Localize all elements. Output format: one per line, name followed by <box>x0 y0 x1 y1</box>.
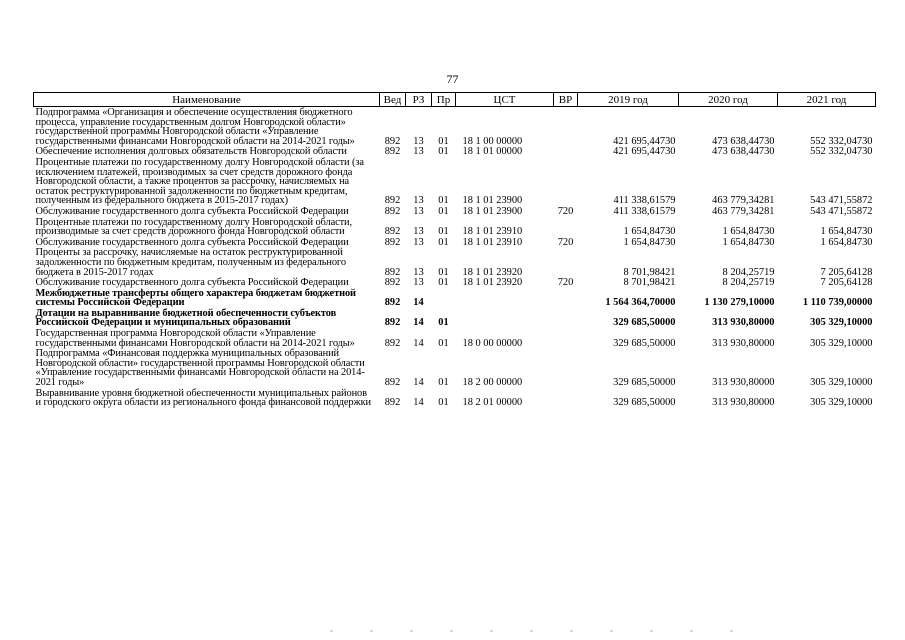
cell-y2019: 329 685,50000 <box>613 397 676 409</box>
cell-y2020: 313 930,80000 <box>712 337 775 349</box>
table-row <box>34 247 876 277</box>
table-row <box>34 206 876 217</box>
cell-ved: 892 <box>384 377 401 389</box>
cell-ved: 892 <box>384 317 401 329</box>
cell-y2019: 329 685,50000 <box>613 337 676 349</box>
cell-y2021: 305 329,10000 <box>810 337 873 349</box>
table-body <box>34 107 876 408</box>
cell-y2021: 305 329,10000 <box>810 377 873 389</box>
cell-rz: 13 <box>413 205 424 217</box>
cell-ved: 892 <box>384 266 401 278</box>
cell-name: Обслуживание государственного долга субъекта Российской Федерации <box>35 277 349 289</box>
cell-vr <box>554 308 578 328</box>
cell-y2019: 1 654,84730 <box>623 236 676 248</box>
table-row <box>34 237 876 248</box>
cell-name: Межбюджетные трансферты общего характера бюджетам бюджетной системы Российской Федерации <box>35 287 356 309</box>
cell-rz: 13 <box>413 226 424 238</box>
cell-name: Обеспечение исполнения долговых обязательств Новгородской области <box>35 146 347 158</box>
cell-rz: 13 <box>413 266 424 278</box>
cell-vr <box>554 388 578 408</box>
cell-rz: 14 <box>413 397 424 409</box>
cell-y2019: 329 685,50000 <box>613 377 676 389</box>
cell-pr: 01 <box>438 205 449 217</box>
cell-ved: 892 <box>384 146 401 158</box>
cell-cst: 18 1 01 23910 <box>462 236 523 248</box>
cell-vr <box>554 247 578 277</box>
cell-vr <box>554 288 578 308</box>
cell-vr <box>554 107 578 147</box>
cell-pr: 01 <box>438 195 449 207</box>
cell-name: Обслуживание государственного долга субъекта Российской Федерации <box>35 205 349 217</box>
cell-cst <box>456 288 554 308</box>
cell-rz: 14 <box>413 337 424 349</box>
header-2019: 2019 год <box>578 93 679 107</box>
cell-vr <box>554 348 578 387</box>
cell-ved: 892 <box>384 397 401 409</box>
header-rz: РЗ <box>406 93 432 107</box>
cell-rz: 13 <box>413 195 424 207</box>
cell-y2019: 411 338,61579 <box>613 195 676 207</box>
cell-ved: 892 <box>384 297 401 309</box>
header-2021: 2021 год <box>778 93 876 107</box>
page-number: 77 <box>446 72 459 86</box>
cell-cst <box>456 308 554 328</box>
cell-y2020: 1 654,84730 <box>722 236 775 248</box>
cell-y2019: 8 701,98421 <box>623 266 676 278</box>
table-row <box>34 288 876 308</box>
cell-y2021: 7 205,64128 <box>820 277 873 289</box>
cell-vr <box>554 328 578 348</box>
cell-pr: 01 <box>438 236 449 248</box>
cell-pr: 01 <box>438 146 449 158</box>
cell-name: Выравнивание уровня бюджетной обеспеченности муниципальных районов и городского округа области из регионального фонда финансовой поддержки <box>35 387 372 409</box>
cell-y2021: 1 110 739,00000 <box>802 297 873 309</box>
cell-y2021: 552 332,04730 <box>810 135 873 147</box>
cell-cst: 18 1 01 23900 <box>462 195 523 207</box>
cell-pr: 01 <box>438 135 449 147</box>
cell-y2020: 313 930,80000 <box>712 397 775 409</box>
cell-y2020: 463 779,34281 <box>712 195 775 207</box>
table-row <box>34 308 876 328</box>
cell-ved: 892 <box>384 236 401 248</box>
cell-name: Обслуживание государственного долга субъекта Российской Федерации <box>35 236 349 248</box>
header-vr: ВР <box>554 93 578 107</box>
cell-y2019: 329 685,50000 <box>613 317 676 329</box>
cell-name: Подпрограмма «Финансовая поддержка муниципальных образований Новгородской области» государственной программы Новгородской области «Управление государственными финансами Новгородской области на 2014-2021 годы» <box>35 348 365 389</box>
cell-ved: 892 <box>384 205 401 217</box>
cell-y2021: 543 471,55872 <box>810 195 873 207</box>
cell-rz: 13 <box>413 135 424 147</box>
cell-pr: 01 <box>438 226 449 238</box>
cell-cst: 18 1 01 23910 <box>462 226 523 238</box>
cell-ved: 892 <box>384 337 401 349</box>
cell-vr: 720 <box>557 277 574 289</box>
cell-rz: 14 <box>413 297 424 309</box>
cell-cst: 18 1 01 23920 <box>462 277 523 289</box>
cell-ved: 892 <box>384 135 401 147</box>
cell-y2020: 313 930,80000 <box>712 377 775 389</box>
cell-name: Подпрограмма «Организация и обеспечение осуществления бюджетного процесса, управление государственным долгом Новгородской области» государственной программы Новгородской области «Управление государственными финансами Новгородской области на 2014-2021 годы» <box>35 107 355 147</box>
cell-cst: 18 0 00 00000 <box>462 337 523 349</box>
table-row <box>34 217 876 237</box>
cell-y2021: 305 329,10000 <box>810 397 873 409</box>
cell-y2020: 313 930,80000 <box>712 317 775 329</box>
header-2020: 2020 год <box>679 93 778 107</box>
table-row <box>34 277 876 288</box>
table-row <box>34 107 876 147</box>
cell-cst: 18 1 01 00000 <box>462 146 523 158</box>
table-row <box>34 146 876 157</box>
cell-cst: 18 1 00 00000 <box>462 135 523 147</box>
cell-rz: 14 <box>413 377 424 389</box>
cell-pr: 01 <box>438 266 449 278</box>
header-name: Наименование <box>34 93 380 107</box>
scan-artifact <box>330 630 750 632</box>
cell-y2021: 1 654,84730 <box>820 236 873 248</box>
cell-cst: 18 1 01 23900 <box>462 205 523 217</box>
cell-y2021: 552 332,04730 <box>810 146 873 158</box>
budget-table <box>33 92 876 408</box>
cell-y2019: 421 695,44730 <box>613 135 676 147</box>
table-row <box>34 388 876 408</box>
header-pr: Пр <box>432 93 456 107</box>
cell-y2020: 463 779,34281 <box>712 205 775 217</box>
cell-vr: 720 <box>557 205 574 217</box>
table-row <box>34 348 876 387</box>
cell-ved: 892 <box>384 226 401 238</box>
table-header-row <box>34 93 876 107</box>
cell-rz: 13 <box>413 146 424 158</box>
cell-pr: 01 <box>438 337 449 349</box>
cell-pr: 01 <box>438 397 449 409</box>
cell-ved: 892 <box>384 195 401 207</box>
cell-y2019: 1 654,84730 <box>623 226 676 238</box>
cell-y2020: 473 638,44730 <box>712 146 775 158</box>
cell-vr <box>554 157 578 206</box>
cell-pr: 01 <box>438 277 449 289</box>
cell-y2021: 543 471,55872 <box>810 205 873 217</box>
cell-name: Проценты за рассрочку, начисляемые на остаток реструктурированной задолженности по бюджетным кредитам, полученным из федерального бюджета в 2015-2017 годах <box>35 247 346 278</box>
cell-vr: 720 <box>557 236 574 248</box>
cell-pr: 01 <box>438 317 449 329</box>
cell-y2020: 1 654,84730 <box>722 226 775 238</box>
cell-y2020: 8 204,25719 <box>722 266 775 278</box>
cell-vr <box>554 217 578 237</box>
cell-y2019: 411 338,61579 <box>613 205 676 217</box>
header-ved: Вед <box>380 93 406 107</box>
cell-y2021: 305 329,10000 <box>810 317 873 329</box>
cell-y2021: 7 205,64128 <box>820 266 873 278</box>
cell-vr <box>554 146 578 157</box>
cell-y2020: 1 130 279,10000 <box>704 297 775 309</box>
cell-rz: 14 <box>413 317 424 329</box>
cell-cst: 18 2 00 00000 <box>462 377 523 389</box>
cell-y2020: 8 204,25719 <box>722 277 775 289</box>
cell-cst: 18 2 01 00000 <box>462 397 523 409</box>
cell-name: Процентные платежи по государственному долгу Новгородской области (за исключением платежей, производимых за счет средств дорожного фонда Новгородской области, а также процентов за рассрочку, начисляемых на остаток реструктурированной задолженности по бюджетным кредитам, полученным из федерального бюджета в 2015-2017 годах) <box>35 156 364 207</box>
cell-y2020: 473 638,44730 <box>712 135 775 147</box>
cell-pr: 01 <box>438 377 449 389</box>
cell-y2021: 1 654,84730 <box>820 226 873 238</box>
cell-ved: 892 <box>384 277 401 289</box>
cell-rz: 13 <box>413 236 424 248</box>
cell-name: Государственная программа Новгородской области «Управление государственными финансами Новгородской области на 2014-2021 годы» <box>35 328 355 349</box>
cell-name: Процентные платежи по государственному долгу Новгородской области, производимые за счет средств дорожного фонда Новгородской области <box>35 216 352 238</box>
header-cst: ЦСТ <box>456 93 554 107</box>
table-row <box>34 157 876 206</box>
cell-cst: 18 1 01 23920 <box>462 266 523 278</box>
cell-name: Дотации на выравнивание бюджетной обеспеченности субъектов Российской Федерации и муниципальных образований <box>35 307 337 329</box>
cell-y2019: 8 701,98421 <box>623 277 676 289</box>
cell-y2019: 421 695,44730 <box>613 146 676 158</box>
table-row <box>34 328 876 348</box>
cell-y2019: 1 564 364,70000 <box>605 297 676 309</box>
cell-rz: 13 <box>413 277 424 289</box>
cell-pr <box>432 288 456 308</box>
